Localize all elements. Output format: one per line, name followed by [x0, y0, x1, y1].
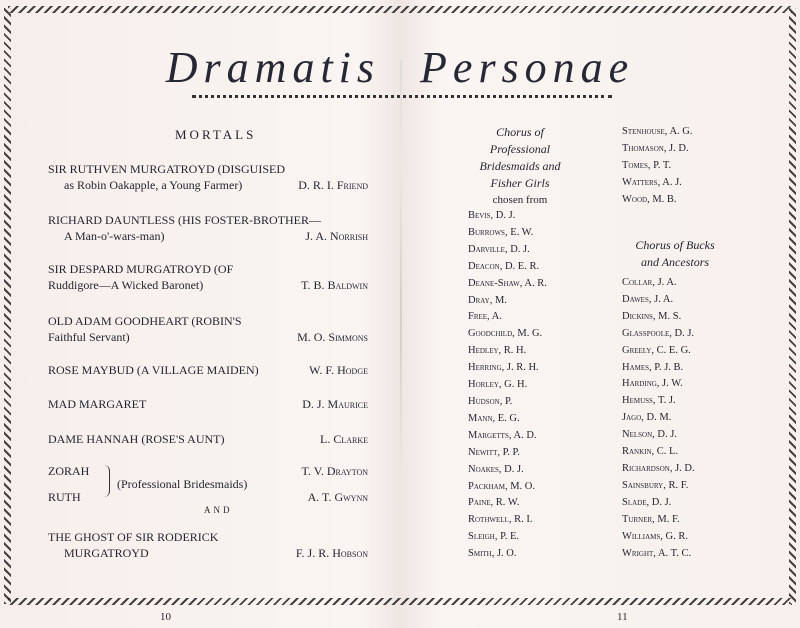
chorus-member: Horley, G. H.	[468, 379, 528, 391]
chorus-member: Tomes, P. T.	[622, 159, 672, 171]
actor-name: J. A. Norrish	[305, 229, 368, 243]
role-name-line1: SIR RUTHVEN MURGATROYD (DISGUISED	[48, 162, 286, 176]
chorus-member: Rothwell, R. I.	[468, 514, 533, 526]
chorus-member: Dawes, J. A.	[622, 293, 674, 305]
role-name: ZORAH	[48, 464, 90, 478]
chorus-member: Sleigh, P. E.	[468, 531, 520, 543]
role-entry	[48, 362, 368, 378]
chorus-member: Burrows, E. W.	[468, 226, 534, 238]
page-fold	[400, 60, 402, 580]
chorus-member: Mann, E. G.	[468, 412, 520, 424]
role-name-line1: DAME HANNAH (ROSE'S AUNT)	[48, 432, 225, 446]
role-name-line2: Ruddigore—A Wicked Baronet)	[48, 278, 204, 292]
chorus-member: Watters, A. J.	[622, 176, 682, 188]
chorus-member: Nelson, D. J.	[622, 429, 677, 441]
right-rope-border	[789, 8, 796, 604]
chorus-member: Glasspoole, D. J.	[622, 327, 695, 339]
chorus-member: Hemuss, T. J.	[622, 395, 676, 407]
bridesmaids-bracket	[101, 465, 110, 497]
title-word-2: Personae	[420, 43, 635, 92]
chorus-member: Herring, J. R. H.	[468, 362, 539, 374]
chorus-member: Rankin, C. L.	[622, 446, 679, 458]
actor-name: T. B. Baldwin	[301, 278, 368, 292]
chorus-member: Hudson, P.	[468, 395, 513, 407]
role-ghost	[48, 529, 368, 561]
page-number-left: 10	[160, 611, 171, 623]
actor-name: W. F. Hodge	[309, 363, 368, 377]
chorus-member: Margetts, A. D.	[468, 429, 537, 441]
chosen-from-label: chosen from	[492, 194, 548, 206]
chorus2-heading	[610, 237, 740, 271]
role-entry	[48, 161, 368, 193]
chorus-member: Sainsbury, R. F.	[622, 479, 689, 491]
top-rope-border	[8, 6, 792, 13]
title-word-1: Dramatis	[165, 43, 381, 92]
role-name-line2: MURGATROYD	[64, 546, 149, 560]
chorus-member: Jago, D. M.	[622, 412, 672, 424]
chorus-member: Wright, A. T. C.	[622, 547, 692, 559]
role-name-line1: RICHARD DAUNTLESS (HIS FOSTER-BROTHER—	[48, 213, 322, 227]
role-name-line2: A Man-o'-wars-man)	[64, 229, 165, 243]
role-name-line2: Faithful Servant)	[48, 330, 130, 344]
heading-line: Chorus of	[496, 125, 544, 139]
chorus-member: Smith, J. O.	[468, 548, 517, 560]
chorus1-list-continued	[622, 124, 693, 209]
role-name-line1: OLD ADAM GOODHEART (ROBIN'S	[48, 314, 242, 328]
page-title	[0, 42, 800, 93]
chorus-member: Dickins, M. S.	[622, 310, 682, 322]
role-entry	[48, 313, 368, 345]
chorus-member: Hedley, R. H.	[468, 345, 527, 357]
chorus-member: Stenhouse, A. G.	[622, 126, 693, 137]
actor-name: T. V. Drayton	[301, 464, 368, 478]
chorus-member: Newitt, P. P.	[468, 446, 520, 458]
chorus-member: Bevis, D. J.	[468, 210, 516, 221]
chorus1-heading	[462, 124, 578, 209]
actor-name: L. Clarke	[320, 432, 368, 446]
actor-name: M. O. Simmons	[297, 330, 368, 344]
heading-line: Bridesmaids and	[479, 159, 561, 173]
heading-line: and Ancestors	[640, 255, 710, 269]
chorus-member: Thomason, J. D.	[622, 142, 689, 154]
chorus-member: Slade, D. J.	[622, 496, 672, 508]
role-ruth	[48, 489, 368, 505]
page-number-right: 11	[617, 611, 628, 623]
role-name-line1: MAD MARGARET	[48, 397, 147, 411]
title-underline	[192, 95, 612, 101]
chorus-member: Paine, R. W.	[468, 497, 520, 509]
heading-line: Chorus of Bucks	[635, 238, 715, 252]
role-entry	[48, 212, 368, 244]
and-label: AND	[204, 505, 233, 515]
chorus-member: Deane-Shaw, A. R.	[468, 277, 547, 289]
chorus-member: Williams, G. R.	[622, 530, 689, 542]
chorus-member: Dray, M.	[468, 294, 507, 306]
role-entry	[48, 261, 368, 293]
heading-line: Professional	[489, 142, 551, 156]
bottom-rope-border	[8, 598, 792, 605]
chorus1-list	[468, 208, 547, 563]
actor-name: D. R. I. Friend	[298, 178, 368, 192]
chorus-member: Noakes, D. J.	[468, 463, 524, 475]
chorus-member: Greely, C. E. G.	[622, 344, 691, 356]
role-name-line1: ROSE MAYBUD (A VILLAGE MAIDEN)	[48, 363, 259, 377]
chorus-member: Darville, D. J.	[468, 243, 530, 255]
chorus-member: Deacon, D. E. R.	[468, 260, 540, 272]
left-rope-border	[4, 8, 11, 604]
chorus-member: Packham, M. O.	[468, 480, 535, 492]
role-name-line2: as Robin Oakapple, a Young Farmer)	[64, 178, 243, 192]
chorus-member: Richardson, J. D.	[622, 462, 695, 474]
chorus-member: Turner, M. F.	[622, 513, 680, 525]
heading-line: Fisher Girls	[490, 176, 550, 190]
role-entry	[48, 431, 368, 447]
chorus-member: Free, A.	[468, 311, 502, 323]
role-entry	[48, 396, 368, 412]
actor-name: A. T. Gwynn	[307, 490, 368, 504]
chorus2-list	[622, 275, 695, 562]
chorus-member: Harding, J. W.	[622, 378, 683, 390]
chorus-member: Goodchild, M. G.	[468, 328, 543, 340]
chorus-member: Wood, M. B.	[622, 193, 677, 205]
actor-name: D. J. Maurice	[302, 397, 368, 411]
chorus-member: Hames, P. J. B.	[622, 361, 684, 373]
chorus-member: Collar, J. A.	[622, 277, 677, 288]
role-name-line1: SIR DESPARD MURGATROYD (OF	[48, 262, 234, 276]
mortals-heading: MORTALS	[175, 127, 257, 142]
actor-name: F. J. R. Hobson	[295, 546, 368, 560]
role-name: RUTH	[48, 490, 81, 504]
bridesmaids-desc: (Professional Bridesmaids)	[117, 477, 248, 491]
role-name-line1: THE GHOST OF SIR RODERICK	[48, 530, 219, 544]
